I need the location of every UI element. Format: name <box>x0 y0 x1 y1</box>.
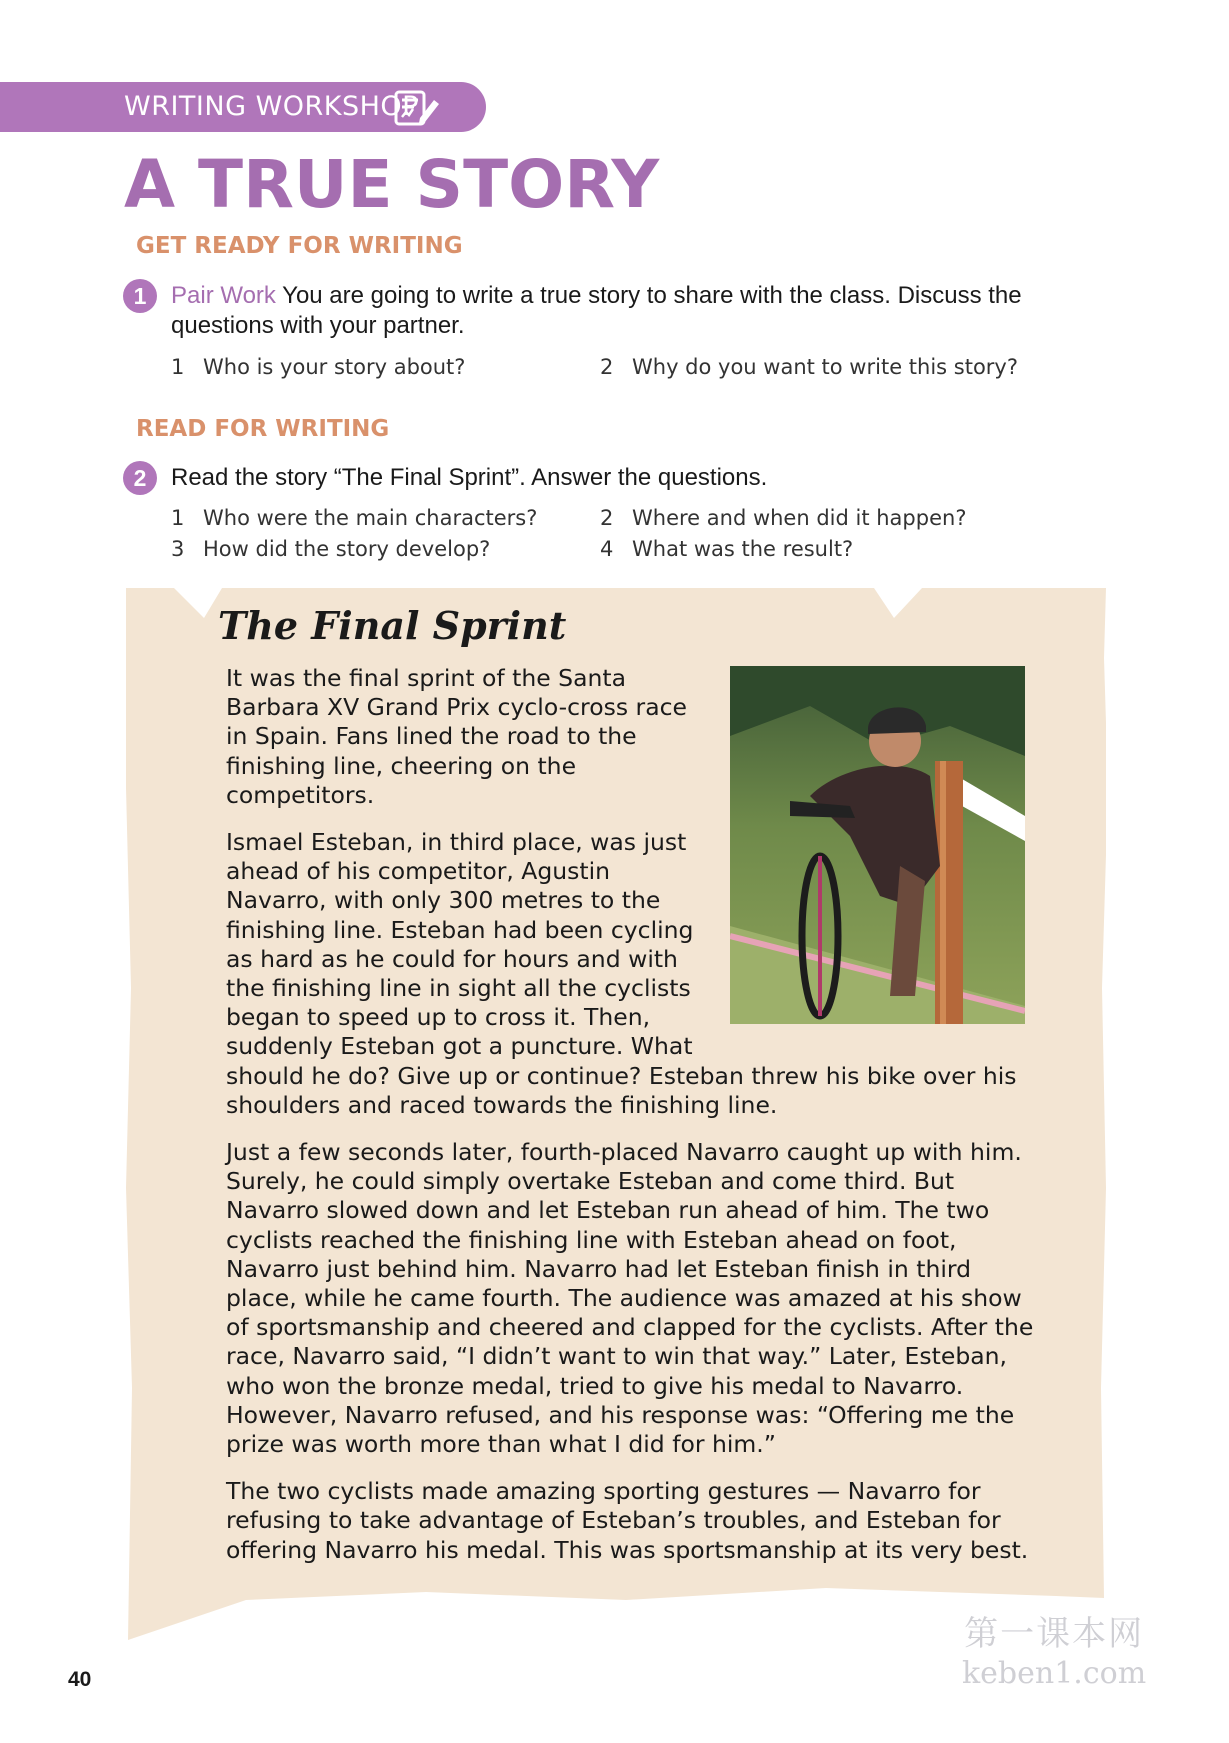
exercise-2-instruction: Read the story “The Final Sprint”. Answer the questions. <box>171 464 768 491</box>
story-paragraph: Just a few seconds later, fourth-placed Navarro caught up with him. Surely, he could simply overtake Esteban and come third. But Navarro slowed down and let Esteban run ahead of him. The two cyclists reached the finishing line with Esteban ahead on foot, Navarro just behind him. Navarro had let Esteban finish in third place, while he came fourth. The audience was amazed at his show of sportsmanship and cheered and clapped for the cyclists. After the race, Navarro said, “I didn’t want to win that way.” Later, Esteban, who won the bronze medal, tried to give his medal to Navarro. However, Navarro refused, and his response was: “Offering me the prize was worth more than what I did for him.” <box>226 1138 1034 1459</box>
watermark: 第一课本网 keben1.com <box>962 1614 1147 1691</box>
exercise-number-1: 1 <box>123 279 157 313</box>
question-item: 2 Why do you want to write this story? <box>600 355 1019 379</box>
exercise-number-2: 2 <box>123 461 157 495</box>
writing-pad-icon <box>392 88 442 128</box>
exercise-1-instruction <box>171 281 1091 341</box>
question-item: 1 Who were the main characters? <box>171 506 538 530</box>
story-paragraph: The two cyclists made amazing sporting gestures — Navarro for refusing to take advantage of Esteban’s troubles, and Esteban for offering Navarro his medal. This was sportsmanship at its very best. <box>226 1477 1029 1564</box>
question-item: 2 Where and when did it happen? <box>600 506 967 530</box>
story-paragraph: should he do? Give up or continue? Esteban threw his bike over his shoulders and raced towards the finishing line. <box>226 1061 1017 1119</box>
question-item: 4 What was the result? <box>600 537 854 561</box>
story-body <box>226 664 1046 1583</box>
story-paragraph: It was the final sprint of the Santa Barbara XV Grand Prix cyclo-cross race in Spain. Fans lined the road to the finishing line, cheering on the competitors. <box>226 664 687 809</box>
get-ready-heading: GET READY FOR WRITING <box>136 233 463 259</box>
story-paragraph: Ismael Esteban, in third place, was just ahead of his competitor, Agustin Navarro, with only 300 metres to the finishing line. Esteban had been cycling as hard as he could for hours and with the finishing line in sight all the cyclists began to speed up to cross it. Then, suddenly Esteban got a puncture. What <box>226 828 694 1061</box>
section-banner <box>0 82 486 132</box>
page-title: A TRUE STORY <box>124 146 660 223</box>
exercise-1-text: You are going to write a true story to share with the class. Discuss the questions with your partner. <box>171 282 1022 339</box>
story-title: The Final Sprint <box>218 603 567 648</box>
question-item: 3 How did the story develop? <box>171 537 491 561</box>
page-number: 40 <box>68 1668 92 1691</box>
pair-work-label: Pair Work <box>171 282 276 309</box>
section-label: WRITING WORKSHOP <box>124 91 419 122</box>
read-for-writing-heading: READ FOR WRITING <box>136 416 390 442</box>
question-item: 1 Who is your story about? <box>171 355 466 379</box>
